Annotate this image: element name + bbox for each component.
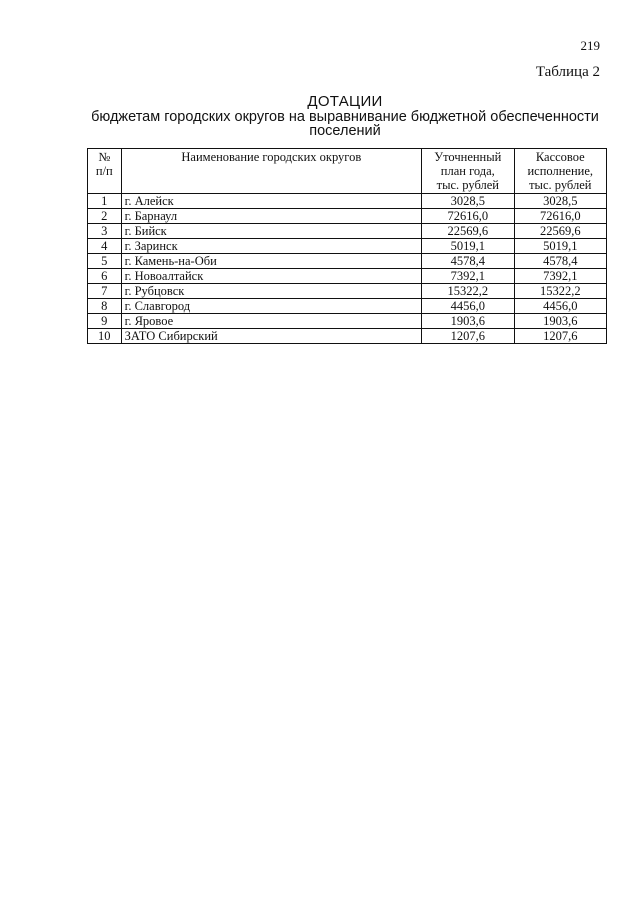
header-execution-line-2: исполнение, bbox=[527, 164, 594, 178]
header-plan-line-3: тыс. рублей bbox=[436, 178, 499, 192]
row-number: 8 bbox=[88, 299, 122, 314]
header-plan bbox=[422, 149, 514, 194]
row-number: 2 bbox=[88, 209, 122, 224]
table-row bbox=[88, 269, 607, 284]
row-name: г. Алейск bbox=[121, 194, 421, 209]
row-plan: 1903,6 bbox=[422, 314, 514, 329]
row-plan: 4456,0 bbox=[422, 299, 514, 314]
table-row bbox=[88, 329, 607, 344]
table-row bbox=[88, 299, 607, 314]
document-subtitle-line-1: бюджетам городских округов на выравнивание бюджетной обеспеченности bbox=[91, 109, 599, 125]
document-title: ДОТАЦИИ bbox=[307, 93, 383, 110]
header-name: Наименование городских округов bbox=[121, 149, 421, 194]
header-execution bbox=[514, 149, 606, 194]
table-label: Таблица 2 bbox=[535, 64, 600, 80]
header-number bbox=[88, 149, 122, 194]
document-subtitle-line-2: поселений bbox=[309, 123, 381, 139]
row-name: г. Рубцовск bbox=[121, 284, 421, 299]
row-plan: 4578,4 bbox=[422, 254, 514, 269]
row-name: г. Барнаул bbox=[121, 209, 421, 224]
row-name: г. Камень-на-Оби bbox=[121, 254, 421, 269]
row-number: 1 bbox=[88, 194, 122, 209]
row-execution: 1207,6 bbox=[514, 329, 606, 344]
row-name: г. Новоалтайск bbox=[121, 269, 421, 284]
table-row bbox=[88, 209, 607, 224]
row-plan: 5019,1 bbox=[422, 239, 514, 254]
table-row bbox=[88, 284, 607, 299]
table-row bbox=[88, 254, 607, 269]
title-block bbox=[60, 94, 630, 138]
header-number-line-2: п/п bbox=[95, 164, 113, 178]
row-execution: 72616,0 bbox=[514, 209, 606, 224]
row-execution: 1903,6 bbox=[514, 314, 606, 329]
page-number: 219 bbox=[580, 38, 600, 53]
row-plan: 7392,1 bbox=[422, 269, 514, 284]
row-plan: 1207,6 bbox=[422, 329, 514, 344]
row-plan: 15322,2 bbox=[422, 284, 514, 299]
header-number-line-1: № bbox=[98, 150, 111, 164]
row-number: 3 bbox=[88, 224, 122, 239]
table-row bbox=[88, 224, 607, 239]
row-execution: 7392,1 bbox=[514, 269, 606, 284]
header-execution-line-3: тыс. рублей bbox=[529, 178, 592, 192]
row-name: ЗАТО Сибирский bbox=[121, 329, 421, 344]
row-execution: 3028,5 bbox=[514, 194, 606, 209]
table-row bbox=[88, 194, 607, 209]
row-execution: 5019,1 bbox=[514, 239, 606, 254]
header-execution-line-1: Кассовое bbox=[535, 150, 585, 164]
row-name: г. Бийск bbox=[121, 224, 421, 239]
table-row bbox=[88, 239, 607, 254]
row-plan: 72616,0 bbox=[422, 209, 514, 224]
row-plan: 22569,6 bbox=[422, 224, 514, 239]
row-execution: 4578,4 bbox=[514, 254, 606, 269]
row-number: 7 bbox=[88, 284, 122, 299]
row-execution: 4456,0 bbox=[514, 299, 606, 314]
row-name: г. Славгород bbox=[121, 299, 421, 314]
subsidies-table bbox=[87, 148, 607, 344]
row-execution: 15322,2 bbox=[514, 284, 606, 299]
row-execution: 22569,6 bbox=[514, 224, 606, 239]
table-header-row bbox=[88, 149, 607, 194]
row-number: 6 bbox=[88, 269, 122, 284]
header-plan-line-2: план года, bbox=[440, 164, 495, 178]
row-name: г. Яровое bbox=[121, 314, 421, 329]
table-row bbox=[88, 314, 607, 329]
row-plan: 3028,5 bbox=[422, 194, 514, 209]
row-number: 9 bbox=[88, 314, 122, 329]
row-number: 5 bbox=[88, 254, 122, 269]
row-number: 10 bbox=[88, 329, 122, 344]
row-name: г. Заринск bbox=[121, 239, 421, 254]
header-plan-line-1: Уточненный bbox=[434, 150, 502, 164]
row-number: 4 bbox=[88, 239, 122, 254]
